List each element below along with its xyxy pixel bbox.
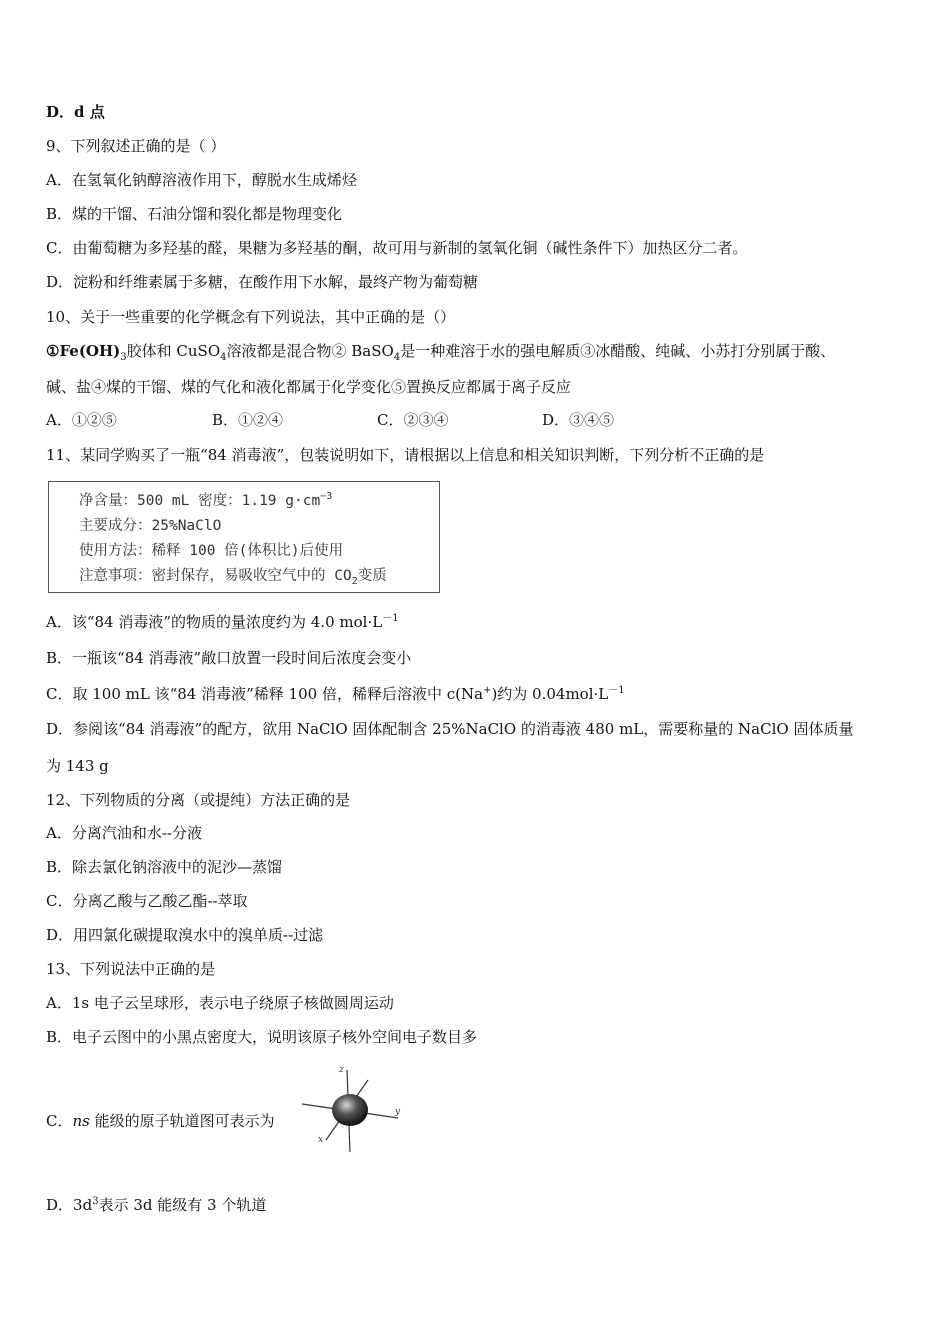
question-10-option-c: C．②③④ [377, 411, 449, 429]
label-sub: 2 [351, 575, 358, 587]
question-10-statements-line-1 [46, 341, 835, 361]
question-9-option-c: C．由葡萄糖为多羟基的醛，果糖为多羟基的酮，故可用与新制的氢氧化铜（碱性条件下）加热区分二者。 [46, 239, 748, 257]
label-line-net-content [79, 491, 332, 511]
question-12-option-d: D．用四氯化碳提取溴水中的溴单质--过滤 [46, 926, 324, 944]
label-line-ingredient: 主要成分：25%NaClO [79, 518, 222, 534]
label-line-usage: 使用方法：稀释 100 倍(体积比)后使用 [79, 543, 344, 559]
question-13-option-c [46, 1111, 275, 1131]
label-text: 变质 [357, 568, 387, 584]
question-12-option-c: C．分离乙酸与乙酸乙酯--萃取 [46, 892, 248, 910]
label-line-notice [79, 566, 387, 586]
question-9-option-d: D．淀粉和纤维素属于多糖，在酸作用下水解，最终产物为葡萄糖 [46, 273, 479, 291]
question-12-stem: 12、下列物质的分离（或提纯）方法正确的是 [46, 791, 351, 809]
label-sup: −3 [320, 491, 333, 503]
question-10-option-b: B．①②④ [212, 411, 284, 429]
question-10-stem: 10、关于一些重要的化学概念有下列说法，其中正确的是（） [46, 308, 456, 326]
q10-sub: 4 [220, 352, 227, 363]
axis-label-x: x [318, 1135, 324, 1145]
question-13-stem: 13、下列说法中正确的是 [46, 960, 216, 978]
question-12-option-b: B．除去氯化钠溶液中的泥沙—蒸馏 [46, 858, 283, 876]
s-orbital-sphere [332, 1094, 368, 1126]
question-8-option-d: D．d 点 [46, 103, 105, 121]
opt-text: A．该“84 消毒液”的物质的量浓度约为 4.0 mol·L [46, 613, 383, 631]
question-9-option-a: A．在氢氧化钠醇溶液作用下，醇脱水生成烯烃 [46, 171, 357, 189]
q10-fragment: 胶体和 CuSO [126, 342, 221, 360]
question-13-option-a: A．1s 电子云呈球形，表示电子绕原子核做圆周运动 [46, 994, 394, 1012]
opt-italic: ns [72, 1112, 90, 1130]
product-label-box [48, 481, 440, 593]
question-9-stem: 9、下列叙述正确的是（ ） [46, 137, 226, 155]
question-11-option-d-line-2: 为 143 g [46, 757, 109, 775]
axis-label-y: y [395, 1107, 401, 1117]
opt-sup: －1 [608, 685, 625, 696]
question-11-option-c [46, 684, 625, 704]
opt-sup: －1 [382, 613, 399, 624]
s-orbital-diagram [298, 1062, 408, 1157]
q10-fragment: ①Fe(OH) [46, 342, 121, 360]
q10-fragment: 是一种难溶于水的强电解质③冰醋酸、纯碱、小苏打分别属于酸、 [400, 342, 836, 360]
question-10-option-a: A．①②⑤ [46, 411, 117, 429]
opt-text: C．取 100 mL 该“84 消毒液”稀释 100 倍，稀释后溶液中 c(Na [46, 685, 484, 703]
label-text: 注意事项：密封保存，易吸收空气中的 CO [79, 568, 352, 584]
opt-sup: 3 [92, 1196, 99, 1207]
question-13-option-b: B．电子云图中的小黑点密度大，说明该原子核外空间电子数目多 [46, 1028, 478, 1046]
opt-text: 能级的原子轨道图可表示为 [89, 1112, 275, 1130]
question-12-option-a: A．分离汽油和水--分液 [46, 824, 202, 842]
question-10-option-d: D．③④⑤ [542, 411, 615, 429]
axis-label-z: z [339, 1065, 344, 1075]
question-11-option-a [46, 612, 399, 632]
question-13-option-d [46, 1195, 266, 1215]
opt-text: D．3d [46, 1196, 93, 1214]
q10-sub: 3 [120, 352, 127, 363]
q10-sub: 4 [393, 352, 401, 363]
question-11-stem: 11、某同学购买了一瓶“84 消毒液”，包装说明如下，请根据以上信息和相关知识判断，下列分析不正确的是 [46, 446, 765, 464]
opt-text: C． [46, 1112, 73, 1130]
opt-text: )约为 0.04mol·L [491, 685, 609, 703]
question-9-option-b: B．煤的干馏、石油分馏和裂化都是物理变化 [46, 205, 343, 223]
opt-sup: + [483, 685, 492, 696]
question-11-option-d-line-1: D．参阅该“84 消毒液”的配方，欲用 NaClO 固体配制含 25%NaClO 的消毒液 480 mL，需要称量的 NaClO 固体质量 [46, 720, 854, 738]
q10-fragment: 溶液都是混合物② BaSO [226, 342, 394, 360]
question-10-statements-line-2: 碱、盐④煤的干馏、煤的气化和液化都属于化学变化⑤置换反应都属于离子反应 [46, 378, 572, 396]
opt-text: 表示 3d 能级有 3 个轨道 [98, 1196, 267, 1214]
question-11-option-b: B．一瓶该“84 消毒液”敞口放置一段时间后浓度会变小 [46, 649, 412, 667]
label-text: 净含量：500 mL 密度：1.19 g·cm [79, 493, 321, 509]
